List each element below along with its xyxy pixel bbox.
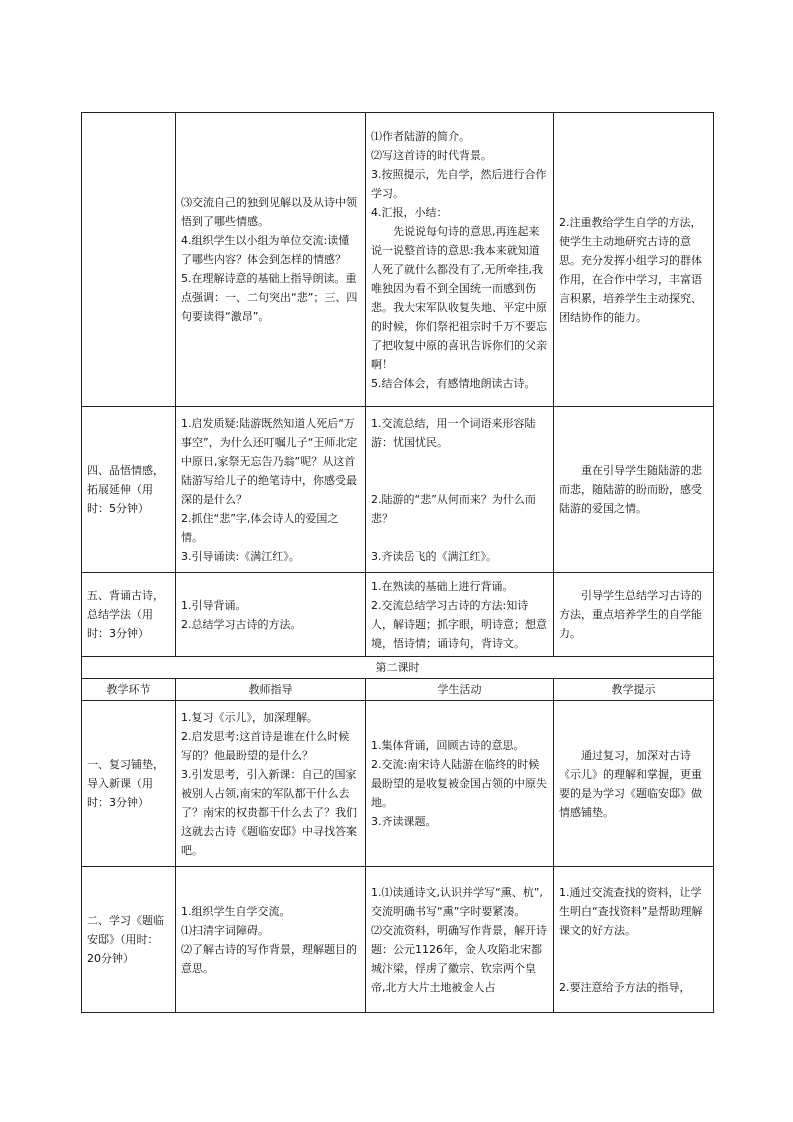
student-item: 2.交流:南宋诗人陆游在临终的时候最盼望的是收复被金国占领的中原失地。 [371,758,547,809]
header-stage: 教学环节 [82,679,176,701]
teacher-guidance-cell [176,867,366,1013]
teacher-item: 1.组织学生自学交流。 [181,904,291,918]
teacher-guidance-cell [176,113,366,407]
student-activity-cell [366,573,554,657]
tip-text: 引导学生总结学习古诗的方法，重点培养学生的自学能力。 [559,589,702,640]
session-row [82,657,714,679]
student-item: 4.汇报，小结： [371,205,448,219]
teacher-item: 3.引导诵读:《满江红》。 [181,549,300,563]
teacher-item: 2.启发思考:这首诗是谁在什么时候写的？他最盼望的是什么？ [181,729,350,762]
stage-cell: 一、复习铺垫，导入新课（用时：3分钟） [82,701,176,867]
table-row [82,113,714,407]
header-tip: 教学提示 [554,679,714,701]
table-row [82,573,714,657]
teacher-item: ⑶交流自己的独到见解以及从诗中领悟到了哪些情感。 [181,196,357,228]
teacher-item: 1.启发质疑:陆游既然知道人死后“万事空”，为什么还叮嘱儿子“王师北定中原日,家祭无忘告乃翁”呢？从这首陆游写给儿子的绝笔诗中，你感受最深的是什么？ [181,416,358,506]
student-item: 1.在熟读的基础上进行背诵。 [371,579,514,593]
tip-text: 2.注重教给学生自学的方法，使学生主动地研究古诗的意思。充分发挥小组学习的群体作用，在合作中学习，丰富语言积累，培养学生主动探究、团结协作的能力。 [559,216,702,324]
student-item: 1.交流总结，用一个词语来形容陆游：忧国忧民。 [371,416,536,449]
student-activity-cell [366,113,554,407]
stage-cell: 五、背诵古诗，总结学法（用时：3分钟） [82,573,176,657]
teacher-item: 4.组织学生以小组为单位交流:读懂了哪些内容？体会到怎样的情感？ [181,234,350,266]
teaching-tip-cell [554,867,714,1013]
student-item: 3.按照提示，先自学，然后进行合作学习。 [371,167,547,200]
stage-cell: 二、学习《题临安邸》（用时：20分钟） [82,867,176,1013]
student-item: 1.集体背诵，回顾古诗的意思。 [371,739,525,752]
tip-text: 通过复习，加深对古诗《示儿》的理解和掌握，更重要的是为学习《题临安邸》做情感铺垫。 [559,748,702,819]
teaching-tip-cell [554,113,714,407]
teacher-item: 2.抓住“悲”字,体会诗人的爱国之情。 [181,511,339,544]
session-title: 第二课时 [82,657,714,679]
teacher-item: 5.在理解诗意的基础上指导朗读。重点强调：一、二句突出“悲”；三、四句要读得“激昂”。 [181,272,358,323]
teaching-tip-cell [554,701,714,867]
student-item: ⑵写这首诗的时代背景。 [371,148,492,162]
teacher-guidance-cell [176,407,366,573]
student-item: 2.陆游的“悲”从何而来？为什么而悲？ [371,492,536,525]
teacher-item: 1.引导背诵。 [181,598,247,612]
student-activity-cell [366,867,554,1013]
student-item: 2.交流总结学习古诗的方法:知诗人，解诗题；抓字眼，明诗意；想意境，悟诗情；诵诗句，背诗文。 [371,598,547,650]
student-item: ⑴作者陆游的简介。 [371,129,470,143]
student-item: 先说说每句诗的意思,再连起来说一说整首诗的意思:我本来就知道人死了就什么都没有了,无所牵挂,我唯独因为看不到全国统一而感到伤悲。我大宋军队收复失地、平定中原的时候，你们祭祀祖宗时千万不要忘了把收复中原的喜讯告诉你们的父亲啊！ [371,224,547,371]
stage-cell: 四、品悟情感，拓展延伸（用时：5分钟） [82,407,176,573]
teaching-tip-cell [554,407,714,573]
teacher-guidance-cell [176,701,366,867]
header-row [82,679,714,701]
stage-cell [82,113,176,407]
table-row [82,867,714,1013]
teacher-item: 2.总结学习古诗的方法。 [181,617,302,631]
tip-text: 1.通过交流查找的资料，让学生明白“查找资料”是帮助理解课文的好方法。 [559,885,703,937]
table-row [82,407,714,573]
student-item: 1.⑴读通诗文,认识并学写“熏、杭”,交流明确书写“熏”字时要紧凑。 [371,885,543,918]
table-row [82,701,714,867]
tip-text: 重在引导学生随陆游的悲而悲，随陆游的盼而盼，感受陆游的爱国之情。 [559,464,702,515]
student-item: 3.齐读岳飞的《满江红》。 [371,549,497,563]
teacher-item: 1.复习《示儿》，加深理解。 [181,710,318,724]
teacher-item: ⑵了解古诗的写作背景，理解题目的意思。 [181,942,357,975]
student-activity-cell [366,407,554,573]
header-teacher: 教师指导 [176,679,366,701]
header-student: 学生活动 [366,679,554,701]
lesson-plan-table [81,112,714,1013]
teacher-item: ⑴扫清字词障碍。 [181,923,269,937]
student-item: 3.齐读课题。 [371,815,437,828]
student-activity-cell [366,701,554,867]
tip-text: 2.要注意给予方法的指导， [559,980,691,994]
student-item: 5.结合体会，有感情地朗读古诗。 [371,376,536,390]
teacher-guidance-cell [176,573,366,657]
student-item: ⑵交流资料，明确写作背景，解开诗题：公元1126年，金人攻陷北宋都城汴梁，俘虏了徽宗、钦宗两个皇帝,北方大片土地被金人占 [371,923,547,994]
teacher-item: 3.引发思考，引入新课：自己的国家被别人占领,南宋的军队都干什么去了？南宋的权贵都干什么去了？我们这就去古诗《题临安邸》中寻找答案吧。 [181,767,357,857]
teaching-tip-cell [554,573,714,657]
